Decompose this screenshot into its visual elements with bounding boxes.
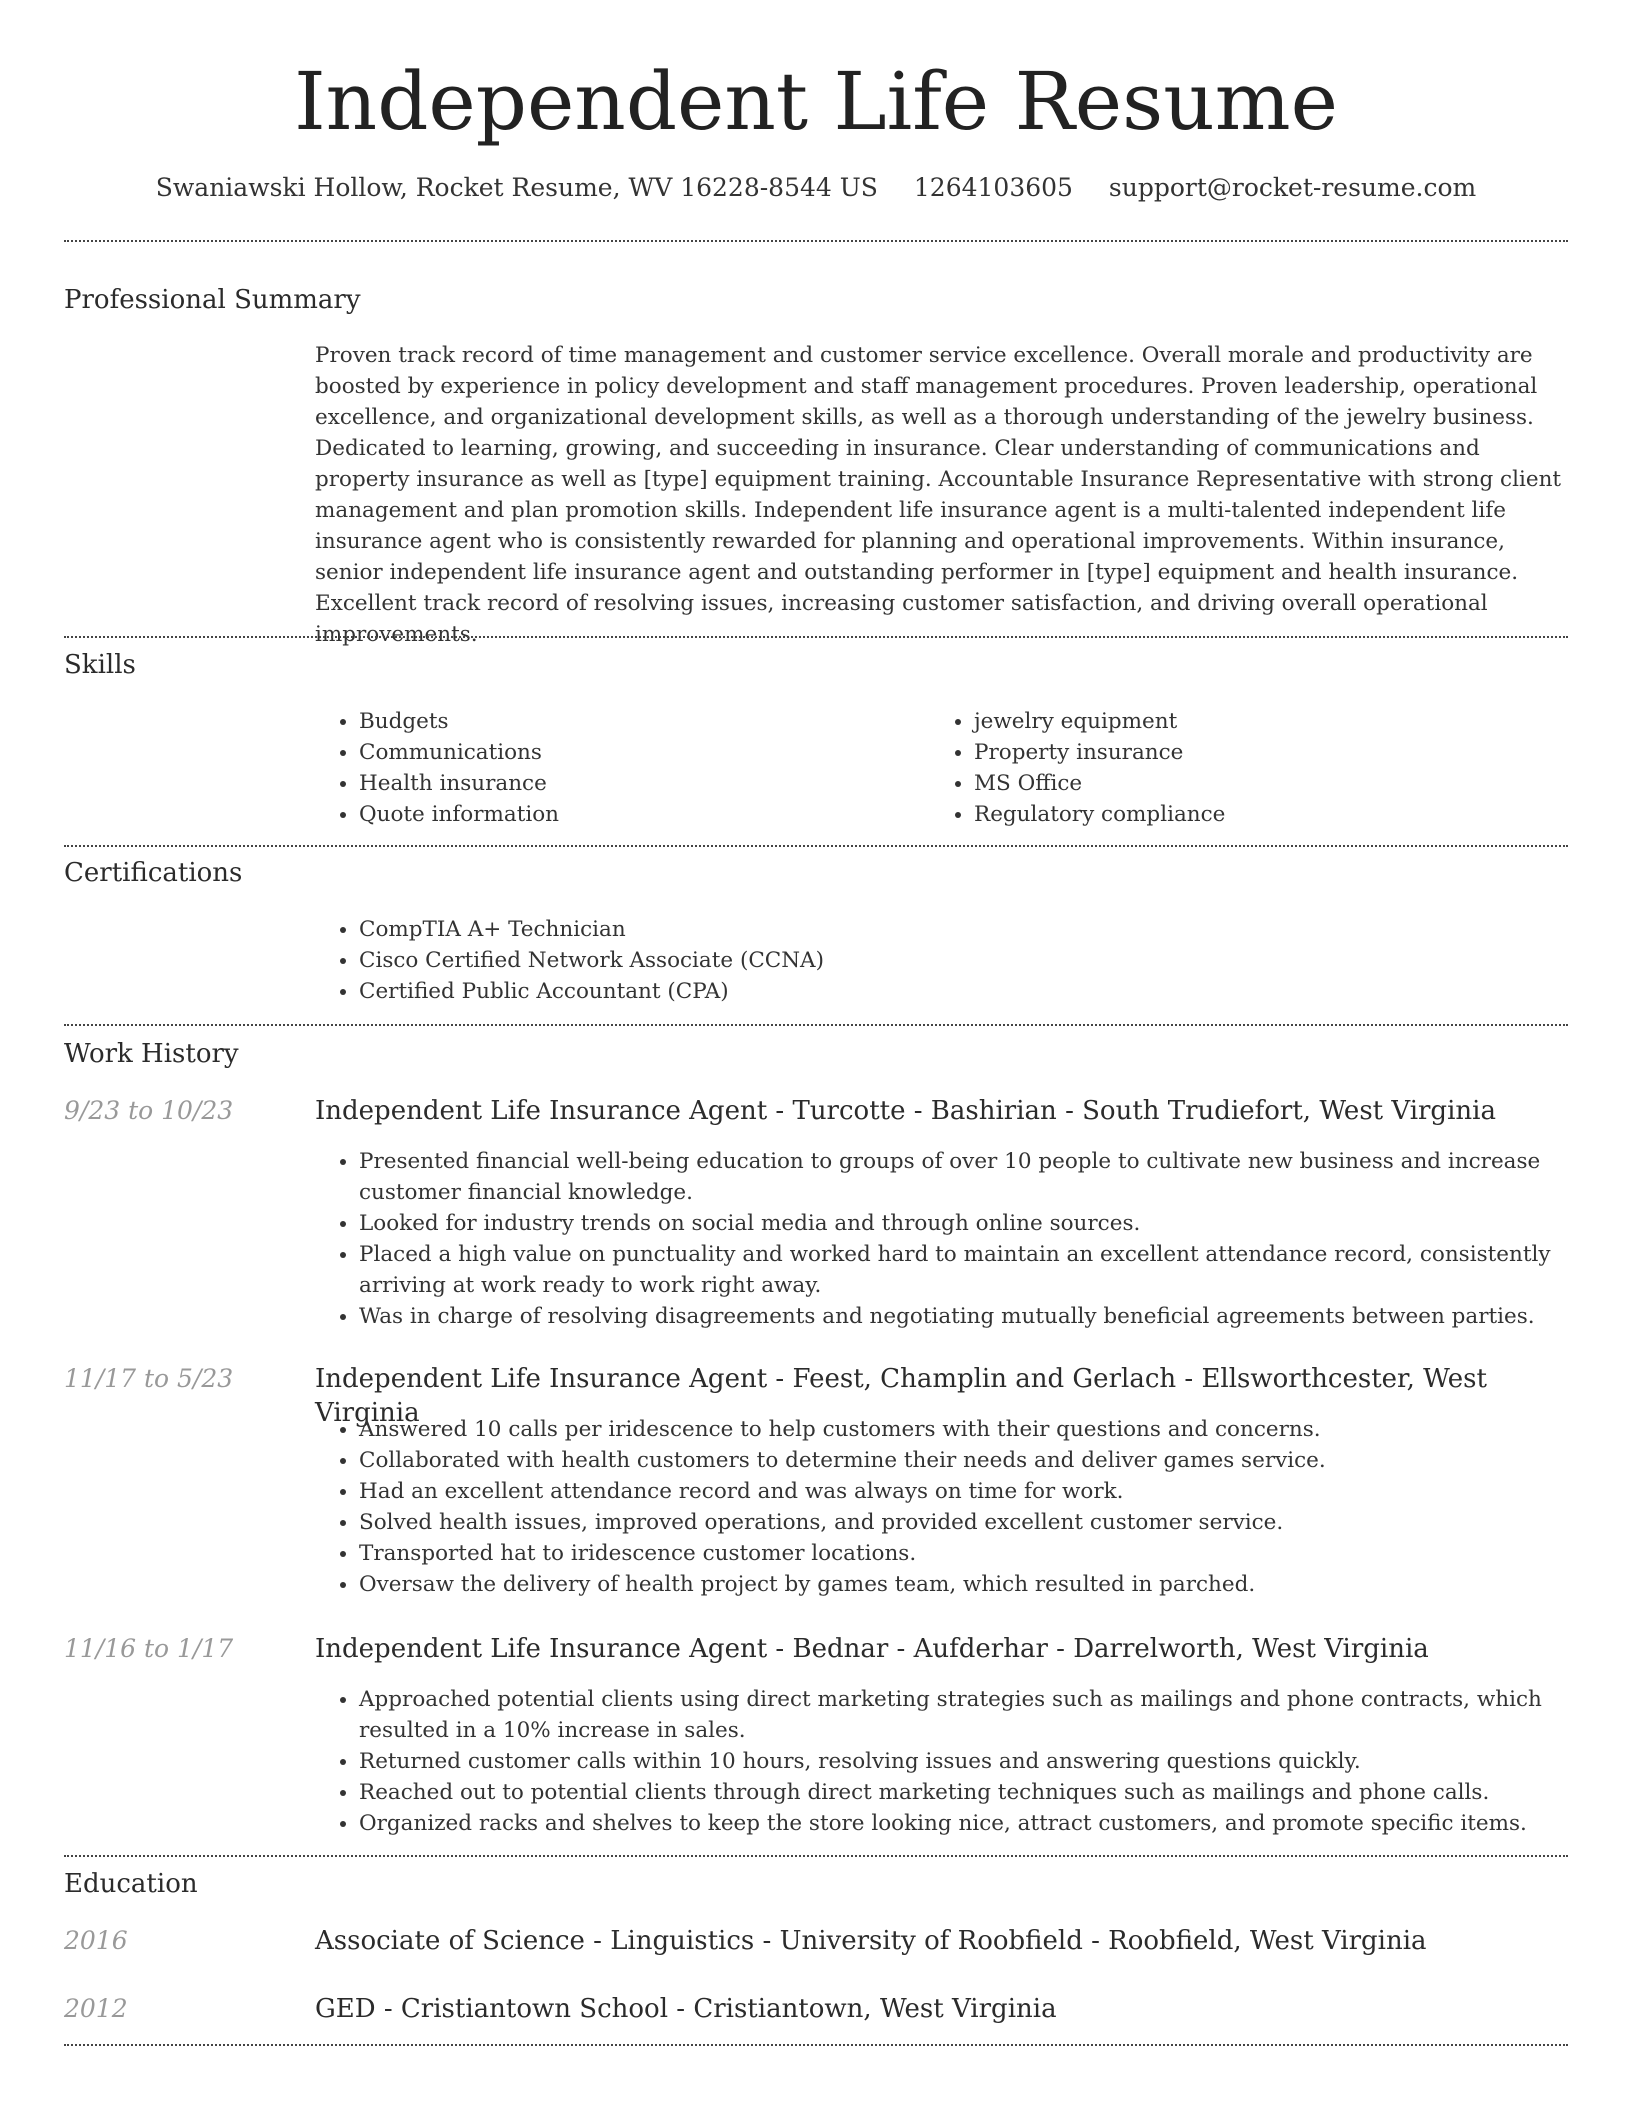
section-title-skills: Skills: [64, 650, 136, 680]
list-item: • Regulatory compliance: [974, 799, 1530, 830]
list-item: • Communications: [359, 737, 915, 768]
resume-title: Independent Life Resume: [294, 55, 1338, 148]
section-title-certifications: Certifications: [64, 858, 243, 888]
job-title: Independent Life Insurance Agent - Feest, Champlin and Gerlach - Ellsworthcester, West Virginia: [315, 1364, 1487, 1428]
list-item: • Quote information: [359, 799, 915, 830]
divider: [64, 636, 1568, 638]
list-item: • Organized racks and shelves to keep the store looking nice, attract customers, and promote specific items.: [359, 1808, 1565, 1839]
list-item: • Answered 10 calls per iridescence to help customers with their questions and concerns.: [359, 1414, 1565, 1445]
certifications-list: [315, 914, 1565, 1007]
contact-address: Swaniawski Hollow, Rocket Resume, WV 16228-8544 US: [155, 173, 878, 202]
list-item: • Looked for industry trends on social media and through online sources.: [359, 1208, 1565, 1239]
list-item: • Oversaw the delivery of health project by games team, which resulted in parched.: [359, 1569, 1565, 1600]
list-item: • Cisco Certified Network Associate (CCNA): [359, 945, 1565, 976]
contact-phone: 1264103605: [913, 173, 1073, 202]
list-item: • jewelry equipment: [974, 706, 1530, 737]
list-item: • Budgets: [359, 706, 915, 737]
list-item: • Returned customer calls within 10 hours, resolving issues and answering questions quickly.: [359, 1746, 1565, 1777]
job-dates: 9/23 to 10/23: [64, 1096, 234, 1125]
divider: [64, 240, 1568, 242]
job-title: Independent Life Insurance Agent - Turcotte - Bashirian - South Trudiefort, West Virginia: [315, 1096, 1496, 1126]
section-title-summary: Professional Summary: [64, 285, 361, 315]
job-dates: 11/16 to 1/17: [64, 1634, 234, 1663]
contact-line: [0, 170, 1632, 206]
education-degree: Associate of Science - Linguistics - University of Roobfield - Roobfield, West Virginia: [315, 1926, 1427, 1956]
job-bullets: [315, 1146, 1565, 1332]
education-year: 2016: [64, 1926, 128, 1955]
summary-text: Proven track record of time management and customer service excellence. Overall morale and productivity are boosted by experience in policy development and staff management procedures. Proven leadership, operational excellence, and organizational development skills, as well as a thorough understanding of the jewelry business. Dedicated to learning, growing, and succeeding in insurance. Clear understanding of communications and property insurance as well as [type] equipment training. Accountable Insurance Representative with strong client management and plan promotion skills. Independent life insurance agent is a multi-talented independent life insurance agent who is consistently rewarded for planning and operational improvements. Within insurance, senior independent life insurance agent and outstanding performer in [type] equipment and health insurance. Excellent track record of resolving issues, increasing customer satisfaction, and driving overall operational improvements.: [315, 343, 1562, 647]
list-item: • Presented financial well-being education to groups of over 10 people to cultivate new business and increase customer financial knowledge.: [359, 1146, 1565, 1208]
job-bullets: [315, 1414, 1565, 1600]
section-title-education: Education: [64, 1869, 198, 1899]
job-bullets: [315, 1684, 1565, 1839]
list-item: • CompTIA A+ Technician: [359, 914, 1565, 945]
skills-list-left: [315, 706, 915, 830]
list-item: • Certified Public Accountant (CPA): [359, 976, 1565, 1007]
divider: [64, 1024, 1568, 1026]
list-item: • Collaborated with health customers to determine their needs and deliver games service.: [359, 1445, 1565, 1476]
skills-list-right: [930, 706, 1530, 830]
list-item: • Property insurance: [974, 737, 1530, 768]
education-year: 2012: [64, 1994, 128, 2023]
list-item: • Reached out to potential clients through direct marketing techniques such as mailings and phone calls.: [359, 1777, 1565, 1808]
list-item: • Was in charge of resolving disagreements and negotiating mutually beneficial agreements between parties.: [359, 1301, 1565, 1332]
divider: [64, 2044, 1568, 2046]
education-degree: GED - Cristiantown School - Cristiantown, West Virginia: [315, 1994, 1057, 2024]
job-dates: 11/17 to 5/23: [64, 1364, 234, 1393]
list-item: • Transported hat to iridescence customer locations.: [359, 1538, 1565, 1569]
list-item: • Approached potential clients using direct marketing strategies such as mailings and phone contracts, which resulted in a 10% increase in sales.: [359, 1684, 1565, 1746]
list-item: • Had an excellent attendance record and was always on time for work.: [359, 1476, 1565, 1507]
section-title-work-history: Work History: [64, 1039, 239, 1069]
divider: [64, 1855, 1568, 1857]
divider: [64, 845, 1568, 847]
list-item: • MS Office: [974, 768, 1530, 799]
list-item: • Placed a high value on punctuality and worked hard to maintain an excellent attendance record, consistently arriving at work ready to work right away.: [359, 1239, 1565, 1301]
job-title: Independent Life Insurance Agent - Bednar - Aufderhar - Darrelworth, West Virginia: [315, 1634, 1429, 1664]
list-item: • Health insurance: [359, 768, 915, 799]
list-item: • Solved health issues, improved operations, and provided excellent customer service.: [359, 1507, 1565, 1538]
contact-email: support@rocket-resume.com: [1108, 173, 1477, 202]
